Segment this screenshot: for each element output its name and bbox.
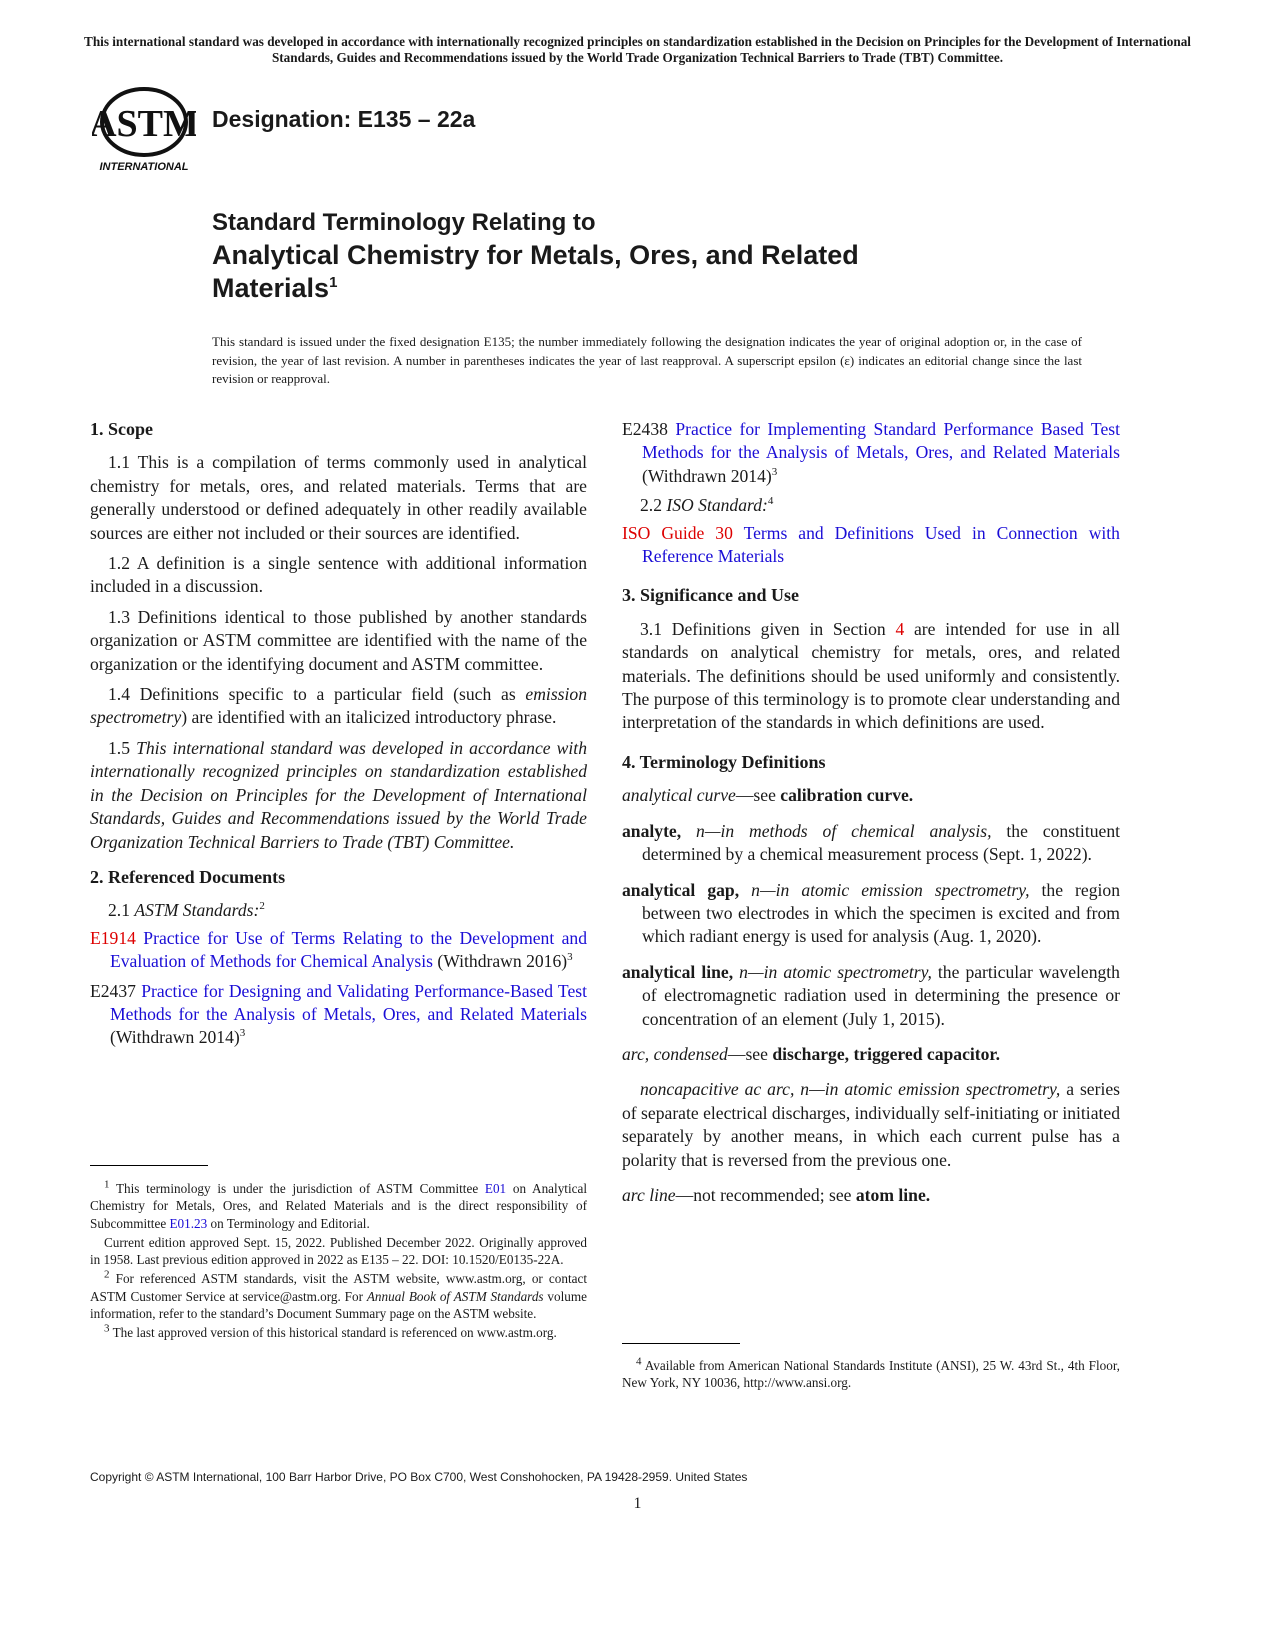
document-title (212, 206, 972, 305)
ref-iso-title-link[interactable]: Terms and Definitions Used in Connection with Reference Materials (642, 522, 1120, 567)
footnote-rule-right (622, 1343, 740, 1344)
term-noncapacitive-ac-arc: noncapacitive ac arc, n—in atomic emission spectrometry, a series of separate electrical discharges, individually self-initiating or initiated separately by another means, in which each current pulse has a polarity that is reversed from the previous one. (622, 1079, 1121, 1170)
footnote-rule-left (90, 1165, 208, 1166)
ref-e1914: E1914 Practice for Use of Terms Relating to the Development and Evaluation of Methods for Chemical Analysis (Withdrawn 2016)$^3$ (90, 927, 587, 972)
para-1-1: 1.1 This is a compilation of terms commonly used in analytical chemistry for metals, ores, and related materials. Terms that are generally understood or defined adequately in other readily available sources are either not included or their sources are identified. (90, 452, 587, 543)
designation: Designation: E135 – 22a (212, 106, 476, 132)
ref-e1914-code-link[interactable]: E1914 (90, 927, 136, 948)
term-arc-condensed: arc, condensed—see discharge, triggered capacitor. (622, 1043, 1001, 1064)
footnotes-left (90, 1180, 587, 1344)
term-analytical-gap: analytical gap, n—in atomic emission spectrometry, the region between two electrodes in which the specimen is excited and from which radiant energy is used for analysis (Aug. 1, 2020). (622, 879, 1120, 947)
term-arc-line: arc line—not recommended; see atom line. (622, 1184, 931, 1205)
footnote-2: $^2$ For referenced ASTM standards, visit the ASTM website, www.astm.org, or contact ASTM Customer Service at service@astm.org. For Annual Book of ASTM Standards volume information, refer to the standard’s Document Summary page on the ASTM website. (90, 1269, 587, 1322)
ref-e2438-title-link[interactable]: Practice for Implementing Standard Performance Based Test Methods for the Analysis of Metals, Ores, and Related Materials (642, 419, 1120, 463)
logo-wordmark: INTERNATIONAL (99, 161, 189, 173)
footnote-1: $^1$ This terminology is under the jurisdiction of ASTM Committee E01 on Analytical Chemistry for Metals, Ores, and Related Materials and is the direct responsibility of Subcommittee E01.23 on Terminology and Editorial. (90, 1178, 587, 1231)
term-analytical-curve: analytical curve—see calibration curve. (622, 785, 914, 806)
ref-e2438: E2438 Practice for Implementing Standard Performance Based Test Methods for the Analysis of Metals, Ores, and Related Materials (Withdrawn 2014)$^3$ (622, 419, 1120, 486)
section-3-heading: 3. Significance and Use (622, 585, 800, 606)
footnote-1-edition: Current edition approved Sept. 15, 2022. Published December 2022. Originally approved in 1958. Last previous edition approved in 2022 as E135 – 22. DOI: 10.1520/E0135-22A. (90, 1234, 587, 1268)
ref-iso-guide-30 (622, 522, 1120, 569)
footnote-e0123-link[interactable]: E01.23 (169, 1215, 208, 1231)
subsection-2-2: 2.2 ISO Standard:$^4$ (640, 495, 774, 516)
para-1-4: 1.4 Definitions specific to a particular field (such as emission spectrometry) are identified with an italicized introductory phrase. (90, 684, 587, 728)
ref-e2437-title-link[interactable]: Practice for Designing and Validating Performance-Based Test Methods for the Analysis of Metals, Ores, and Related Materials (110, 980, 587, 1024)
right-column (622, 418, 1120, 1219)
section-4-link[interactable]: 4 (895, 618, 905, 639)
logo-letters: ASTM (92, 103, 196, 145)
section-2-heading: 2. Referenced Documents (90, 866, 286, 887)
term-analytical-line: analytical line, n—in atomic spectrometry, the particular wavelength of electromagnetic radiation used in determining the presence or concentration of an element (July 1, 2015). (622, 961, 1120, 1029)
page-number: 1 (633, 1495, 642, 1512)
title-footnote-mark: 1 (329, 274, 338, 291)
para-3-1: 3.1 Definitions given in Section 4 are intended for use in all standards on analytical chemistry for metals, ores, and related materials. The definitions should be used uniformly and consistently. The purpose of this terminology is to promote clear understanding and interpretation of the standards in which definitions are used. (622, 618, 1121, 733)
footnote-e01-link[interactable]: E01 (484, 1181, 507, 1196)
title-line-2: Analytical Chemistry for Metals, Ores, and Related Materials (212, 240, 859, 303)
ref-e1914-title-link[interactable]: Practice for Use of Terms Relating to the Development and Evaluation of Methods for Chemical Analysis (110, 927, 587, 972)
astm-logo (92, 84, 196, 176)
footnotes-right (622, 1357, 1120, 1394)
copyright-footer: Copyright © ASTM International, 100 Barr Harbor Drive, PO Box C700, West Conshohocken, PA 19428-2959. United States (90, 1470, 748, 1484)
footnote-4: $^4$ Available from American National Standards Institute (ANSI), 25 W. 43rd St., 4th Floor, New York, NY 10036, http://www.ansi.org. (622, 1355, 1120, 1391)
issuance-statement: This standard is issued under the fixed designation E135; the number immediately following the designation indicates the year of original adoption or, in the case of revision, the year of last revision. A number in parentheses indicates the year of last reapproval. A superscript epsilon (ε) indicates an editorial change since the last revision or reapproval. (212, 334, 1082, 386)
section-4-heading: 4. Terminology Definitions (622, 751, 826, 772)
tbt-notice: This international standard was developed in accordance with internationally recognized principles on standardization established in the Decision on Principles for the Development of International Standards, Guides and Recommendations issued by the World Trade Organization Technical Barriers to Trade (TBT) Committee. (84, 34, 1191, 65)
section-1-heading: 1. Scope (90, 419, 153, 439)
ref-e2437: E2437 Practice for Designing and Validating Performance-Based Test Methods for the Analysis of Metals, Ores, and Related Materials (Withdrawn 2014)$^3$ (90, 980, 587, 1048)
subsection-2-1: 2.1 ASTM Standards:$^2$ (108, 900, 265, 921)
ref-iso-code-link[interactable]: ISO Guide 30 (622, 522, 733, 543)
para-1-3: 1.3 Definitions identical to those published by another standards organization or ASTM committee are identified with the name of the organization or the identifying document and ASTM committee. (90, 606, 587, 674)
para-1-2: 1.2 A definition is a single sentence with additional information included in a discussion. (90, 553, 587, 597)
title-line-1: Standard Terminology Relating to (212, 209, 596, 236)
para-1-5: 1.5 This international standard was developed in accordance with internationally recognized principles on standardization established in the Decision on Principles for the Development of International Standards, Guides and Recommendations issued by the World Trade Organization Technical Barriers to Trade (TBT) Committee. (90, 737, 587, 852)
footnote-3: $^3$ The last approved version of this historical standard is referenced on www.astm.org. (104, 1322, 557, 1341)
term-analyte: analyte, n—in methods of chemical analysis, the constituent determined by a chemical measurement process (Sept. 1, 2022). (622, 820, 1120, 865)
left-column (90, 418, 587, 1056)
